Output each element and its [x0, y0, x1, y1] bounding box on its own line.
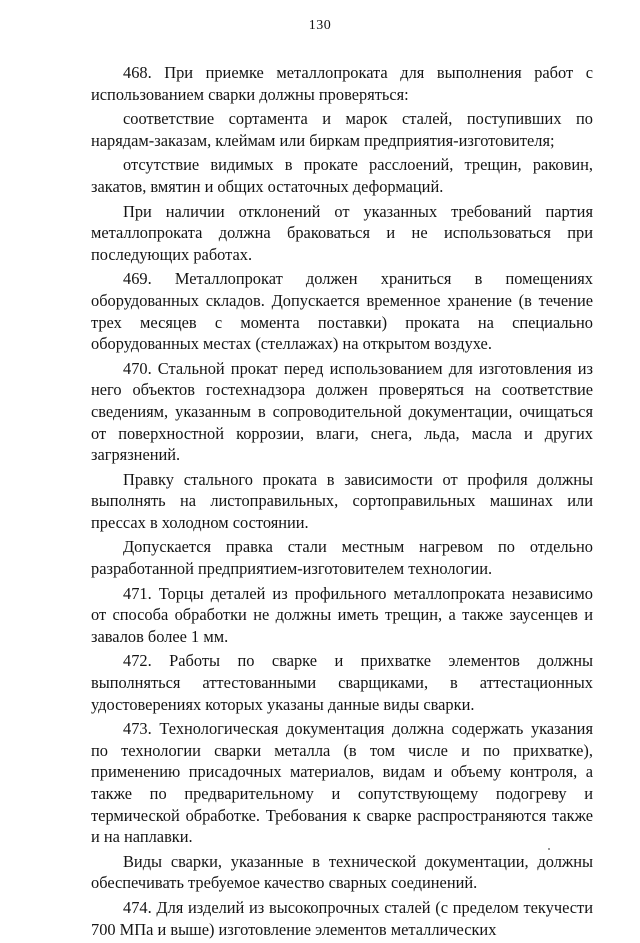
paragraph-474: 474. Для изделий из высокопрочных сталей (с пределом текучести 700 МПа и выше) изготовление элементов металлических	[91, 897, 593, 939]
paragraph-468-item-assortment: соответствие сортамента и марок сталей, поступивших по нарядам-заказам, клеймам или биркам предприятия-изготовителя;	[91, 109, 593, 150]
paragraph-468-item-defects: отсутствие видимых в прокате расслоений, трещин, раковин, закатов, вмятин и общих остаточных деформаций.	[91, 155, 593, 196]
paragraph-470-local-heating: Допускается правка стали местным нагревом по отдельно разработанной предприятием-изготовителем технологии.	[91, 537, 593, 579]
paragraph-470-straightening: Правку стального проката в зависимости от профиля должны выполнять на листоправильных, сортоправильных машинах или прессах в холодном состоянии.	[91, 469, 593, 532]
paragraph-470: 470. Стальной прокат перед использованием для изготовления из него объектов гостехнадзора должен проверяться на соответствие сведениям, указанным в сопроводительной документации, очищаться от поверхностной коррозии, влаги, снега, льда, масла и других загрязнений.	[91, 358, 593, 465]
document-body	[91, 62, 593, 943]
page-number: 130	[308, 18, 332, 33]
paragraph-468-rejection: При наличии отклонений от указанных требований партия металлопроката должна браковаться и не использоваться при последующих работах.	[91, 201, 593, 264]
paragraph-472: 472. Работы по сварке и прихватке элементов должны выполняться аттестованными сварщиками, в аттестационных удостоверениях которых указаны данные виды сварки.	[91, 651, 593, 714]
scan-speck	[548, 848, 550, 850]
paragraph-473-welding-types: Виды сварки, указанные в технической документации, должны обеспечивать требуемое качество сварных соединений.	[91, 851, 593, 893]
paragraph-471: 471. Торцы деталей из профильного металлопроката независимо от способа обработки не должны иметь трещин, а также заусенцев и завалов более 1 мм.	[91, 583, 593, 646]
paragraph-469: 469. Металлопрокат должен храниться в помещениях оборудованных складов. Допускается временное хранение (в течение трех месяцев с момента поставки) проката на специально оборудованных местах (стеллажах) на открытом воздухе.	[91, 269, 593, 354]
paragraph-468-intro: 468. При приемке металлопроката для выполнения работ с использованием сварки должны проверяться:	[91, 63, 593, 104]
paragraph-473: 473. Технологическая документация должна содержать указания по технологии сварки металла (в том числе и по прихватке), применению присадочных материалов, видам и объему контроля, а также по предварительному и сопутствующему подогреву и термической обработке. Требования к сварке распространяются также и на наплавки.	[91, 719, 593, 847]
